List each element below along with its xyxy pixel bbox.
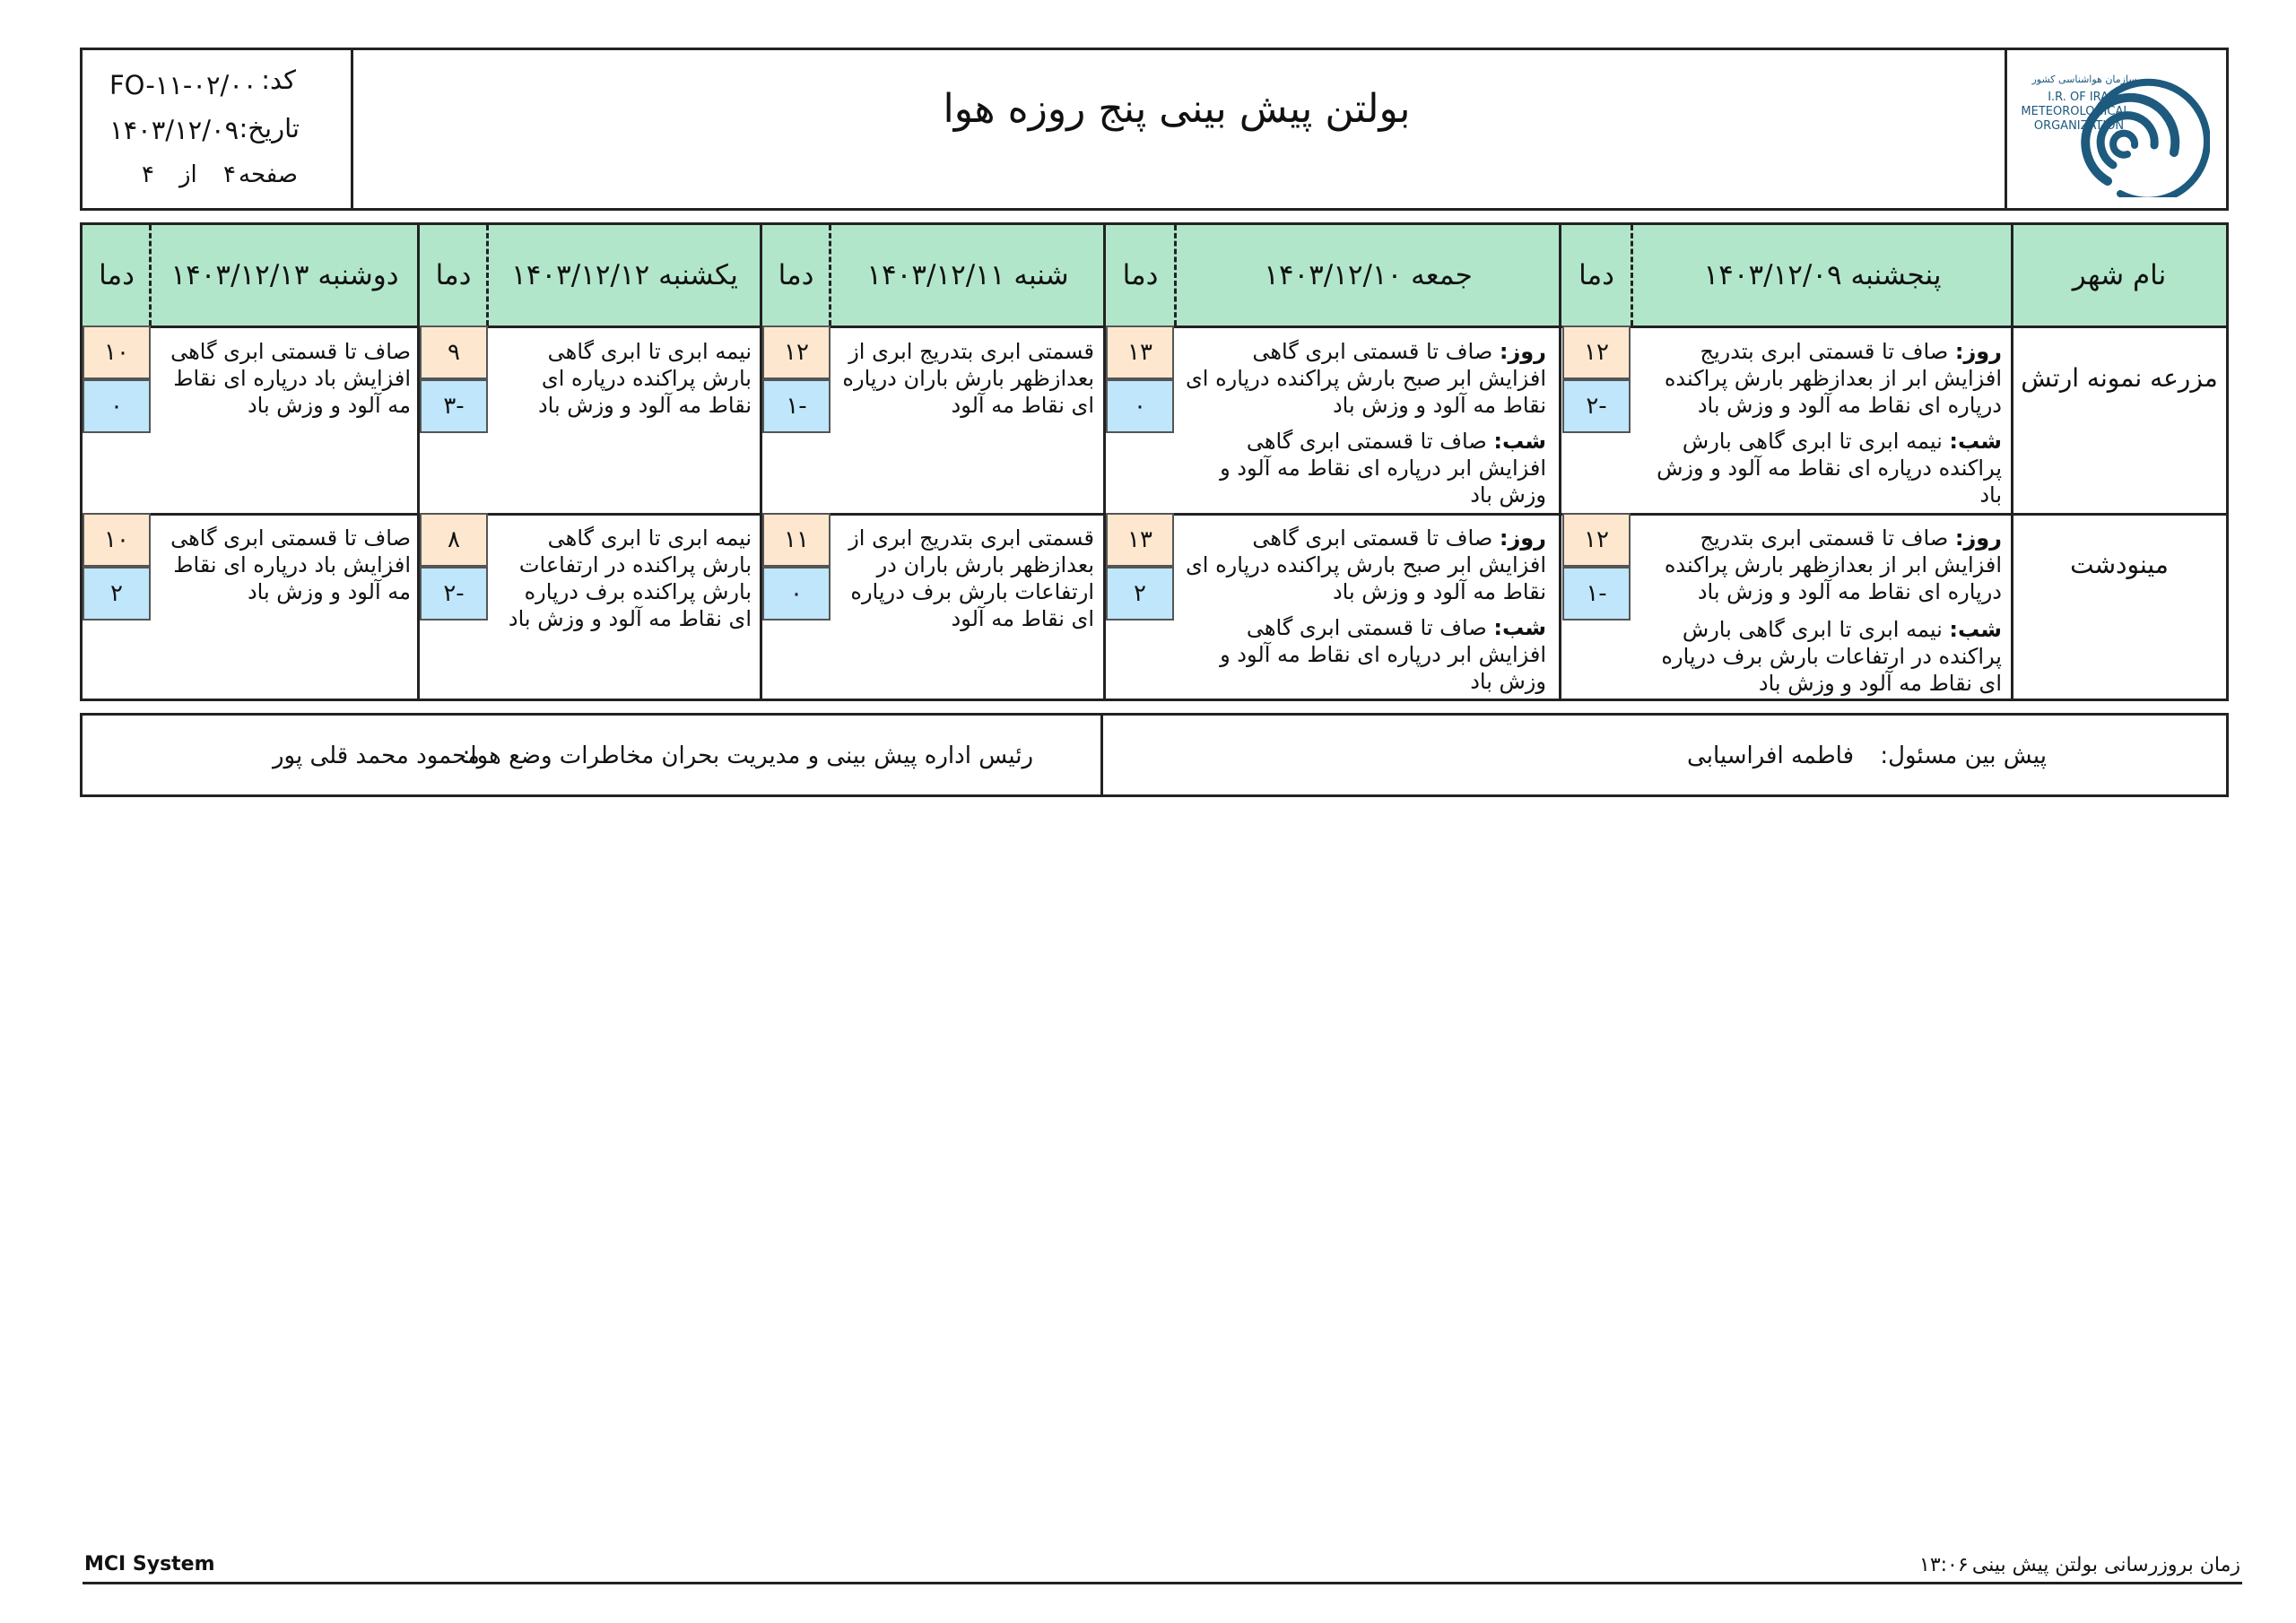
logo-swirl-icon [2022,63,2210,197]
page-title: بولتن پیش بینی پنج روزه هوا [943,86,1411,132]
forecast-text: نیمه ابری تا ابری گاهی بارش پراکنده درپاره ای نقاط مه آلود و وزش باد [537,339,752,418]
forecast-text: نیمه ابری تا ابری گاهی بارش پراکنده در ارتفاعات بارش پراکنده برف درپاره ای نقاط مه آلود و وزش باد [508,525,752,631]
max-temp: ۱۰ [83,325,151,379]
forecast-night-text: نیمه ابری تا ابری گاهی بارش پراکنده در ارتفاعات بارش برف درپاره ای نقاط مه آلود و وزش باد [1661,617,2002,696]
update-time: ۱۳:۰۶ [1919,1554,1969,1576]
column-header-temp-4: دما [83,225,151,325]
min-temp: ۰ [762,567,831,621]
forecast-day [1641,525,2002,605]
min-temp: -۱ [762,379,831,433]
head-label: رئیس اداره پیش بینی و مدیریت بحران مخاطرات وضع هوا: [462,742,1033,769]
day-label: روز: [1954,339,2002,364]
signature-box [80,713,2229,797]
temp-divider [1174,225,1177,325]
max-temp: ۱۲ [1562,513,1631,567]
column-divider [760,225,762,699]
forecast-text: قسمتی ابری بتدریج ابری از بعدازظهر بارش باران در ارتفاعات بارش برف درپاره ای نقاط مه آلود [848,525,1094,631]
max-temp: ۱۰ [83,513,151,567]
code-label: کد: [261,65,296,95]
temp-divider [829,225,831,325]
code-value: FO-۱۱-۰۲/۰۰ [109,70,257,100]
page-label: صفحه [239,161,298,188]
forecast-night [1641,428,2002,508]
max-temp: ۱۱ [762,513,831,567]
column-header-temp-3: دما [419,225,488,325]
forecast-day [1184,338,1546,419]
logo-text-en-2: METEOROLOGICAL [2022,105,2130,118]
temp-divider [149,225,152,325]
forecast-day [1184,525,1546,605]
temp-divider [1631,225,1633,325]
logo-text-en-1: I.R. OF IRAN [2048,91,2118,104]
max-temp: ۹ [420,325,488,379]
forecast-day [1641,338,2002,419]
forecast-day-text: صاف تا قسمتی ابری بتدریج افزایش ابر از بعدازظهر بارش پراکنده درپاره ای نقاط مه آلود و وزش باد [1664,339,2002,418]
max-temp: ۸ [420,513,488,567]
forecast-day-text: صاف تا قسمتی ابری گاهی افزایش ابر صبح بارش پراکنده درپاره ای نقاط مه آلود و وزش باد [1186,525,1546,604]
column-header-city: نام شهر [2013,225,2226,325]
column-divider [1559,225,1561,699]
min-temp: -۲ [1562,379,1631,433]
forecast-text: قسمتی ابری بتدریج ابری از بعدازظهر بارش باران درپاره ای نقاط مه آلود [842,339,1094,418]
forecast-night-text: صاف تا قسمتی ابری گاهی افزایش ابر درپاره ای نقاط مه آلود و وزش باد [1220,429,1546,508]
system-name: MCI System [84,1553,215,1575]
min-temp: ۰ [83,379,151,433]
forecast-day-text: صاف تا قسمتی ابری گاهی افزایش ابر صبح بارش پراکنده درپاره ای نقاط مه آلود و وزش باد [1186,339,1546,418]
column-header-temp-1: دما [1105,225,1176,325]
city-name: مزرعه نمونه ارتش [2021,363,2218,393]
forecaster-label: پیش بین مسئول: [1880,742,2047,769]
footer-divider [1100,716,1103,794]
meteorological-organization-logo [2022,63,2210,197]
night-label: شب: [1493,429,1546,454]
min-temp: -۱ [1562,567,1631,621]
min-temp: -۲ [420,567,488,621]
forecast-night-text: نیمه ابری تا ابری گاهی بارش پراکنده درپاره ای نقاط مه آلود و وزش باد [1657,429,2002,508]
night-label: شب: [1949,617,2002,642]
forecast-day-text: صاف تا قسمتی ابری بتدریج افزایش ابر از بعدازظهر بارش پراکنده درپاره ای نقاط مه آلود و وزش باد [1664,525,2002,604]
header-divider-right [2005,50,2007,208]
update-label: زمان بروزرسانی بولتن پیش بینی [1971,1554,2240,1576]
bottom-rule [83,1582,2242,1584]
bulletin-header [80,48,2229,211]
page-current: ۴ [223,161,236,188]
min-temp: ۲ [1106,567,1174,621]
night-label: شب: [1493,615,1546,640]
forecast-text: صاف تا قسمتی ابری گاهی افزایش باد درپاره ای نقاط مه آلود و وزش باد [170,525,411,604]
max-temp: ۱۳ [1106,325,1174,379]
column-divider [2011,225,2013,699]
column-divider [417,225,420,699]
day-label: روز: [1499,525,1546,551]
min-temp: -۳ [420,379,488,433]
city-name: مینودشت [2070,550,2169,579]
min-temp: ۰ [1106,379,1174,433]
column-header-day-2: شنبه ۱۴۰۳/۱۲/۱۱ [831,225,1105,325]
column-header-temp-2: دما [761,225,831,325]
forecast-night [1641,616,2002,697]
forecast-text: صاف تا قسمتی ابری گاهی افزایش باد درپاره ای نقاط مه آلود و وزش باد [170,339,411,418]
forecast-night [1184,428,1546,508]
forecast-table [80,222,2229,701]
column-header-day-3: یکشنبه ۱۴۰۳/۱۲/۱۲ [488,225,761,325]
day-label: روز: [1954,525,2002,551]
forecaster-name: فاطمه افراسیابی [1687,742,1854,769]
column-header-day-1: جمعه ۱۴۰۳/۱۲/۱۰ [1176,225,1561,325]
logo-text-en-3: ORGANIZATION [2033,119,2125,133]
forecast-night [1184,614,1546,695]
min-temp: ۲ [83,567,151,621]
max-temp: ۱۲ [1562,325,1631,379]
date-value: ۱۴۰۳/۱۲/۰۹ [109,115,239,145]
column-divider [1103,225,1106,699]
page-total: ۴ [142,161,154,188]
page-of: از [179,161,197,188]
column-header-day-4: دوشنبه ۱۴۰۳/۱۲/۱۳ [151,225,419,325]
column-header-temp-0: دما [1561,225,1632,325]
max-temp: ۱۳ [1106,513,1174,567]
forecast-night-text: صاف تا قسمتی ابری گاهی افزایش ابر درپاره ای نقاط مه آلود و وزش باد [1220,615,1546,694]
column-header-day-0: پنجشنبه ۱۴۰۳/۱۲/۰۹ [1632,225,2013,325]
day-label: روز: [1499,339,1546,364]
date-label: تاریخ: [239,113,300,143]
night-label: شب: [1949,429,2002,454]
max-temp: ۱۲ [762,325,831,379]
temp-divider [486,225,489,325]
logo-text-fa: سازمان هواشناسی کشور [2031,74,2137,85]
head-name: محمود محمد قلی پور [273,742,480,769]
